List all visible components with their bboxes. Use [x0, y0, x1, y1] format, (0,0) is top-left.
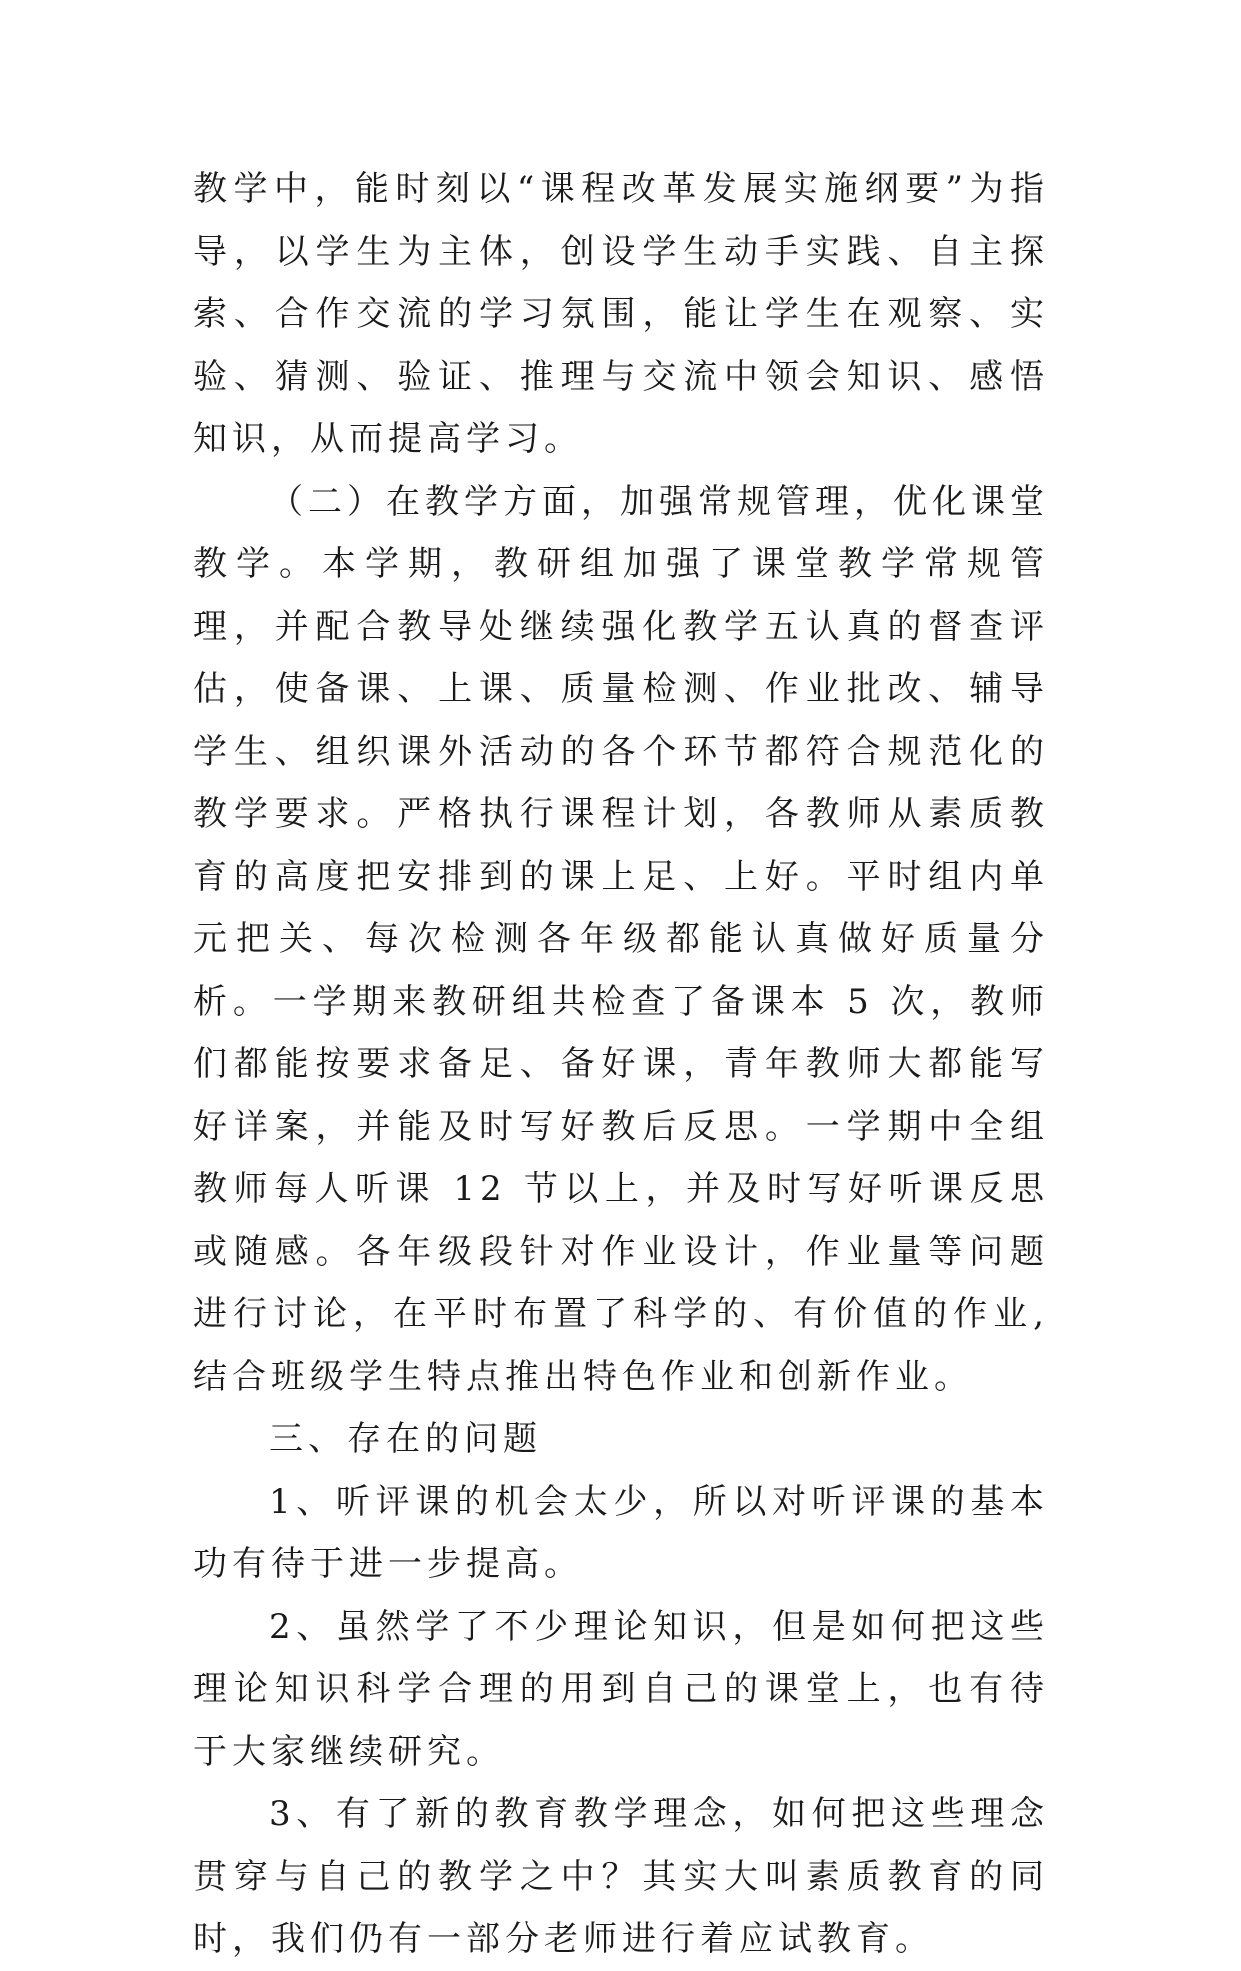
problem-item-1: 1、听评课的机会太少，所以对听评课的基本功有待于进一步提高。: [193, 1481, 1049, 1584]
problem-item-3: 3、有了新的教育教学理念，如何把这些理念贯穿与自己的教学之中？其实大叫素质教育的同时，我们仍有一部分老师进行着应试教育。: [193, 1794, 1049, 1959]
paragraph-teaching-guidance: 教学中，能时刻以“课程改革发展实施纲要”为指导，以学生为主体，创设学生动手实践、自主探索、合作交流的学习氛围，能让学生在观察、实验、猜测、验证、推理与交流中领会知识、感悟知识，从而提高学习。: [193, 169, 1049, 459]
section-heading-problems: 三、存在的问题: [269, 1419, 542, 1459]
problem-item-2: 2、虽然学了不少理论知识，但是如何把这些理论知识科学合理的用到自己的课堂上，也有待于大家继续研究。: [193, 1606, 1049, 1772]
document-body: [193, 158, 1049, 1971]
paragraph-routine-management: （二）在教学方面，加强常规管理，优化课堂教学。本学期，教研组加强了课堂教学常规管理，并配合教导处继续强化教学五认真的督查评估，使备课、上课、质量检测、作业批改、辅导学生、组织课外活动的各个环节都符合规范化的教学要求。严格执行课程计划，各教师从素质教育的高度把安排到的课上足、上好。平时组内单元把关、每次检测各年级都能认真做好质量分析。一学期来教研组共检查了备课本 5 次，教师们都能按要求备足、备好课，青年教师大都能写好详案，并能及时写好教后反思。一学期中全组教师每人听课 12 节以上，并及时写好听课反思或随感。各年级段针对作业设计，作业量等问题进行讨论，在平时布置了科学的、有价值的作业,结合班级学生特点推出特色作业和创新作业。: [193, 481, 1049, 1397]
